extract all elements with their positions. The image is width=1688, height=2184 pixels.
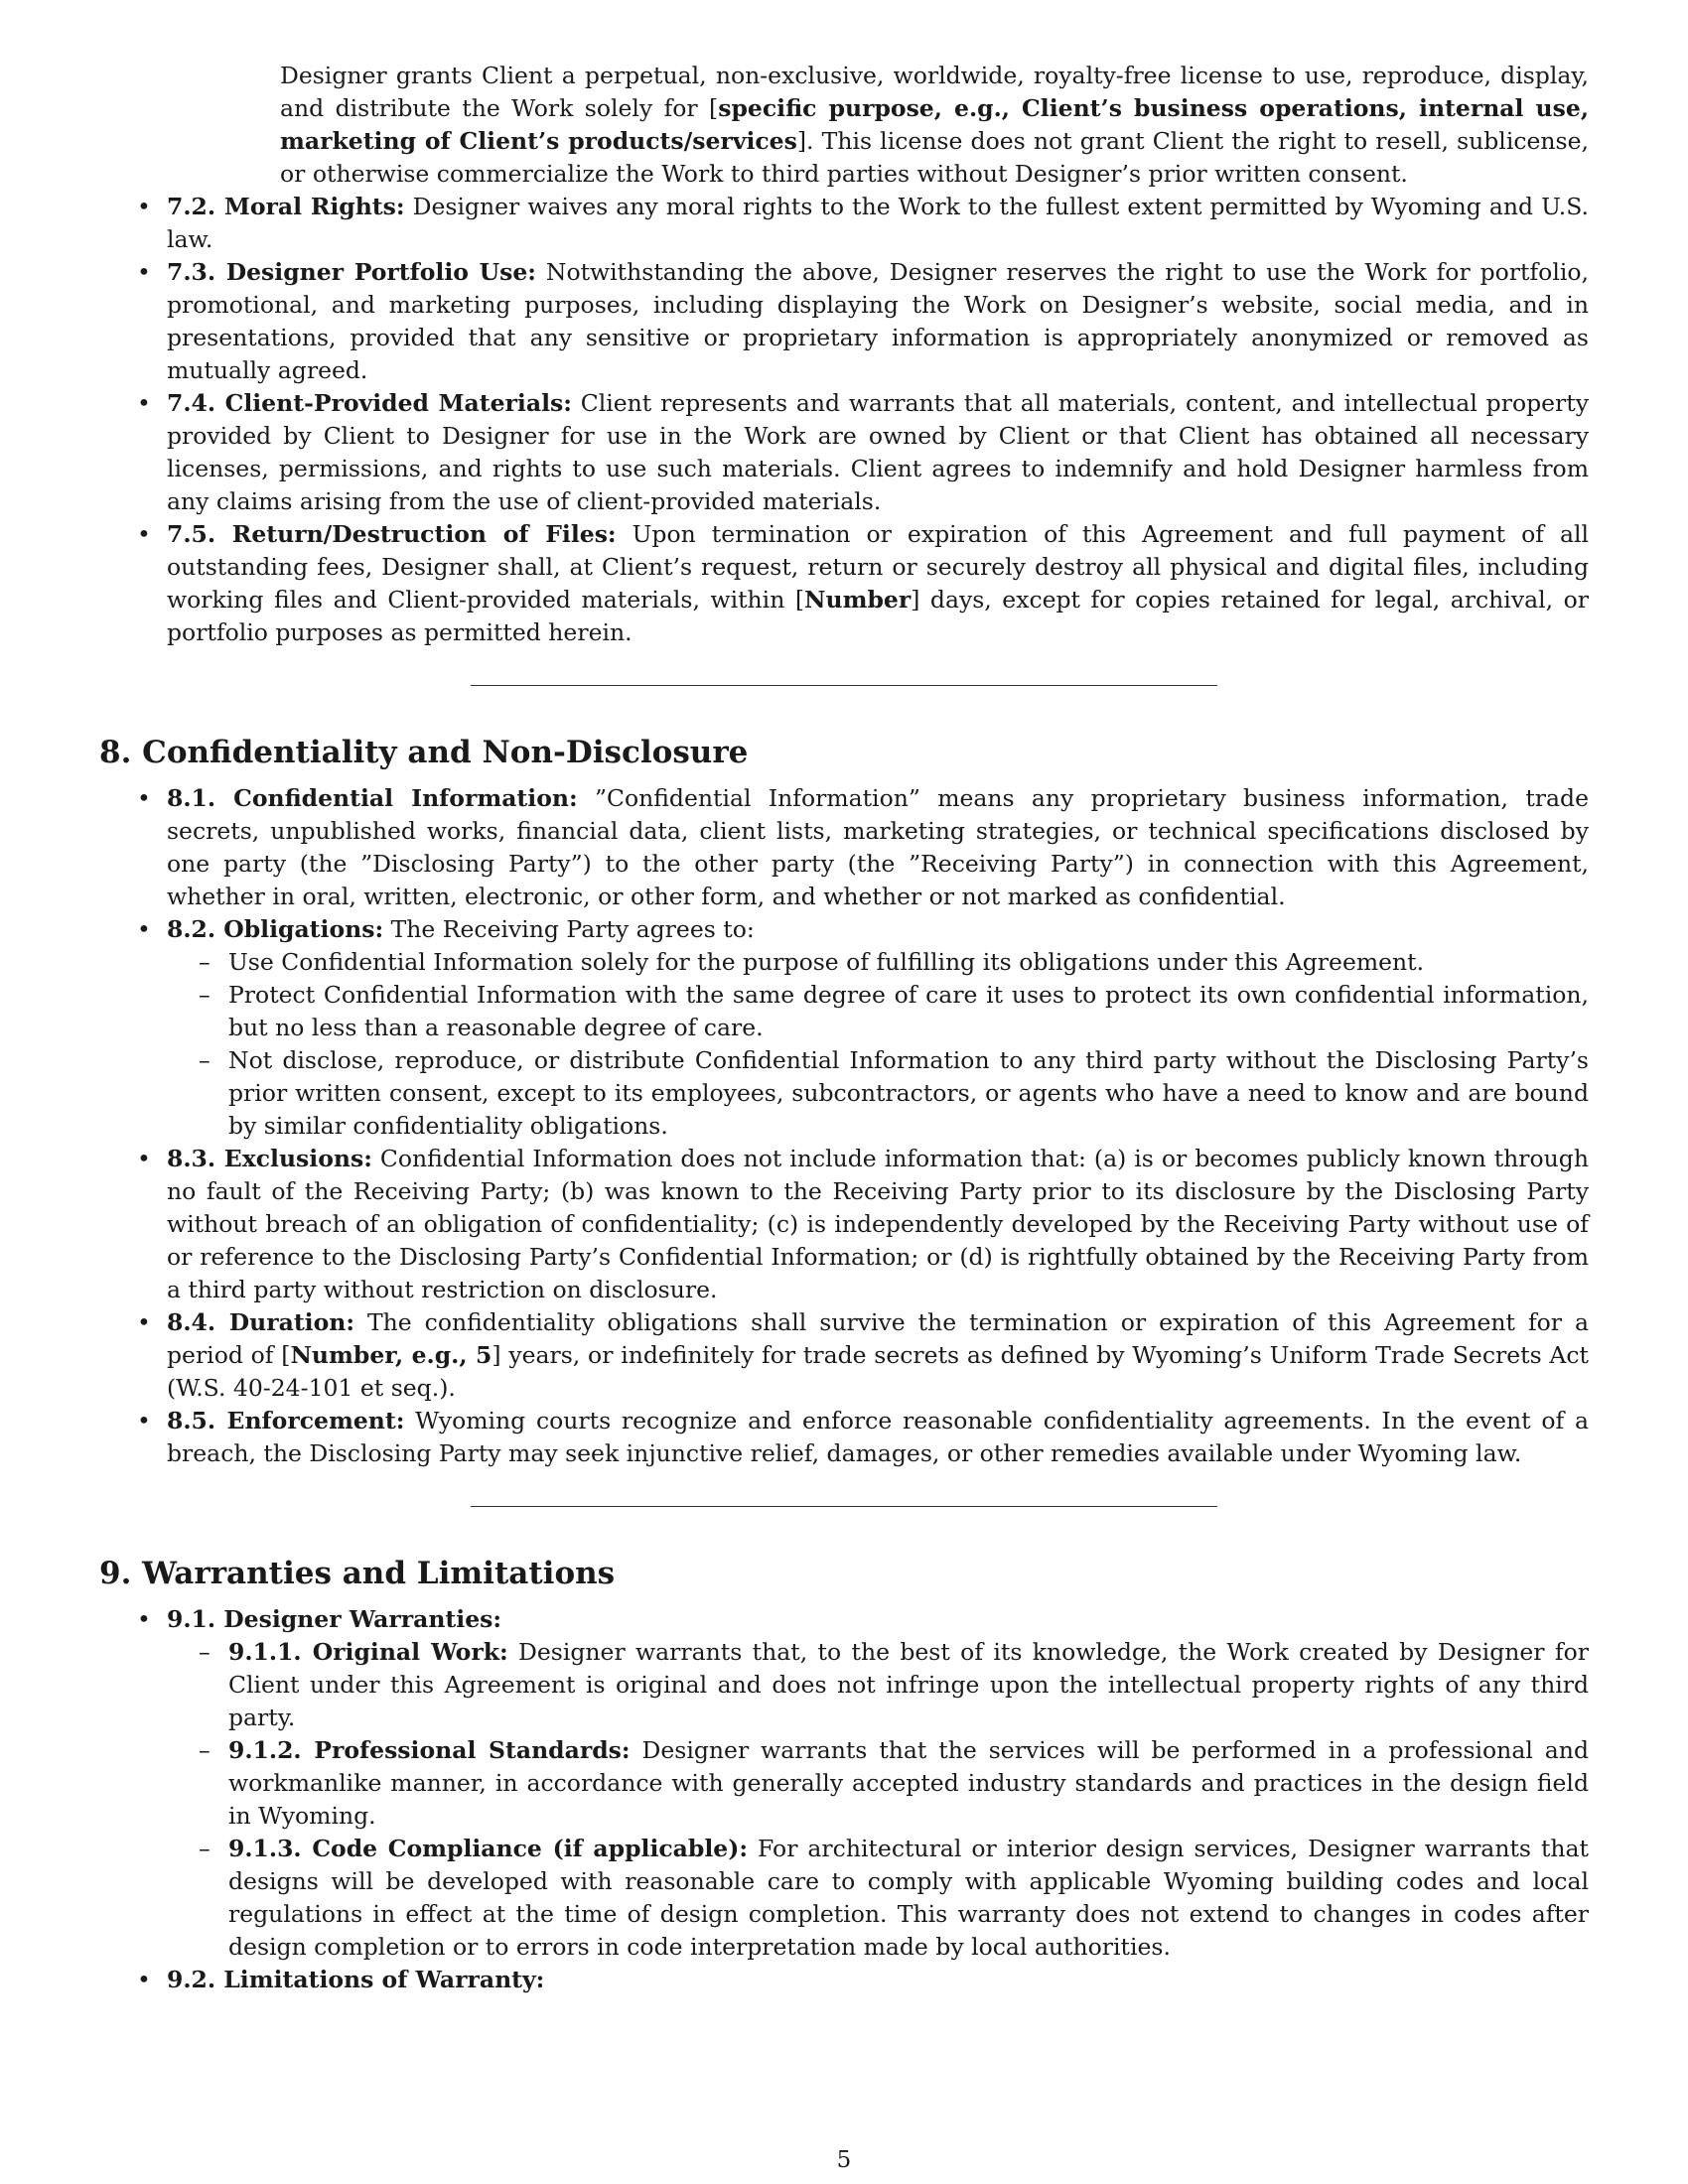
section-7-list xyxy=(99,191,1589,649)
item-number: 7.5. xyxy=(167,520,216,548)
warranties-sublist xyxy=(167,1636,1589,1964)
item-number: 8.5. xyxy=(167,1407,216,1434)
item-text: Designer warrants that the services will be performed in a professional and workmanlike manner, in accordance with generally accepted industry standards and practices in the design field in Wyoming. xyxy=(228,1736,1589,1830)
text-span: Designer grants Client a perpetual, non-exclusive, worldwide, royalty-free license to use, reproduce, display, and distribute the Work solely for [ xyxy=(280,62,1589,122)
text-span: ]. This license does not grant Client the right to resell, sublicense, or otherwise commercialize the Work to third parties without Designer’s prior written consent. xyxy=(280,127,1589,188)
item-title: Enforcement: xyxy=(226,1407,405,1434)
list-item-7-2 xyxy=(99,191,1589,256)
item-text: For architectural or interior design services, Designer warrants that designs will be developed with reasonable care to comply with applicable Wyoming building codes and local regulations in effect at the time of design completion. This warranty does not extend to changes in codes after design completion or to errors in code interpretation made by local authorities. xyxy=(228,1835,1589,1961)
item-title: Original Work: xyxy=(312,1638,508,1666)
item-number: 8.4. xyxy=(167,1308,216,1336)
list-item-9-1 xyxy=(99,1603,1589,1964)
section-divider xyxy=(471,685,1217,686)
section-8-list xyxy=(99,782,1589,1470)
item-title: Exclusions: xyxy=(223,1145,372,1172)
page-number: 5 xyxy=(836,2147,852,2173)
section-divider xyxy=(471,1506,1217,1507)
item-text: Notwithstanding the above, Designer reserves the right to use the Work for portfolio, promotional, and marketing purposes, including displaying the Work on Designer’s website, social media, and in presentations, provided that any sensitive or proprietary information is appropriately anonymized or removed as mutually agreed. xyxy=(167,258,1589,384)
list-item-8-5 xyxy=(99,1405,1589,1470)
item-title: Code Compliance (if applicable): xyxy=(312,1835,749,1862)
item-text: Wyoming courts recognize and enforce reasonable confidentiality agreements. In the event of a breach, the Disclosing Party may seek injunctive relief, damages, or other remedies available under Wyoming law. xyxy=(167,1407,1589,1467)
item-number: 8.3. xyxy=(167,1145,216,1172)
item-number: 7.3. xyxy=(167,258,216,286)
item-text: Designer warrants that, to the best of its knowledge, the Work created by Designer for Client under this Agreement is original and does not infringe upon the intellectual property rights of any third party. xyxy=(228,1638,1589,1731)
item-title: Client-Provided Materials: xyxy=(224,389,572,417)
item-title: Designer Portfolio Use: xyxy=(225,258,536,286)
bold-placeholder: Number, e.g., 5 xyxy=(290,1341,492,1369)
list-item-8-3 xyxy=(99,1143,1589,1306)
sublist-item-9-1-3 xyxy=(167,1833,1589,1964)
item-text: Upon termination or expiration of this Agreement and full payment of all outstanding fees, Designer shall, at Client’s request, return or securely destroy all physical and digital files, including working files and Client-provided materials, within [ xyxy=(167,520,1589,614)
item-title: Moral Rights: xyxy=(223,193,405,220)
item-title: Obligations: xyxy=(223,915,384,943)
bold-placeholder: specific purpose, e.g., Client’s business operations, internal use, marketing of Client’s products/services xyxy=(280,94,1590,155)
item-number: 9.1.2. xyxy=(228,1736,302,1764)
item-number: 9.1.1. xyxy=(228,1638,302,1666)
list-item-8-1 xyxy=(99,782,1589,913)
item-number: 8.2. xyxy=(167,915,216,943)
license-grant-continuation xyxy=(280,60,1589,191)
section-8-heading: 8. Confidentiality and Non-Disclosure xyxy=(99,735,749,770)
sublist-item: – Use Confidential Information solely for the purpose of fulfilling its obligations under this Agreement. xyxy=(167,946,1589,979)
item-number: 8.1. xyxy=(167,784,216,812)
sublist-item-9-1-1 xyxy=(167,1636,1589,1734)
item-number: 9.1. xyxy=(167,1605,216,1633)
list-item-9-2 xyxy=(99,1964,1589,1996)
item-title: Confidential Information: xyxy=(233,784,578,812)
item-text: Designer waives any moral rights to the Work to the fullest extent permitted by Wyoming and U.S. law. xyxy=(167,193,1589,253)
section-9-heading: 9. Warranties and Limitations xyxy=(99,1556,616,1591)
item-title: Duration: xyxy=(228,1308,355,1336)
page-content xyxy=(99,60,1589,1996)
item-number: 9.1.3. xyxy=(228,1835,302,1862)
list-item-7-3 xyxy=(99,256,1589,387)
item-text: ] days, except for copies retained for legal, archival, or portfolio purposes as permitted herein. xyxy=(167,586,1589,646)
section-9-list xyxy=(99,1603,1589,1996)
sublist-item-9-1-2 xyxy=(167,1734,1589,1833)
list-item-7-5 xyxy=(99,518,1589,649)
item-text: ”Confidential Information” means any proprietary business information, trade secrets, unpublished works, financial data, client lists, marketing strategies, or technical specifications disclosed by one party (the ”Disclosing Party”) to the other party (the ”Receiving Party”) in connection with this Agreement, whether in oral, written, electronic, or other form, and whether or not marked as confidential. xyxy=(167,784,1589,910)
item-title: Designer Warranties: xyxy=(223,1605,502,1633)
item-number: 7.2. xyxy=(167,193,216,220)
item-text: ] years, or indefinitely for trade secrets as defined by Wyoming’s Uniform Trade Secrets Act (W.S. 40-24-101 et seq.). xyxy=(167,1341,1589,1402)
sublist-item: – Not disclose, reproduce, or distribute Confidential Information to any third party without the Disclosing Party’s prior written consent, except to its employees, subcontractors, or agents who have a need to know and are bound by similar confidentiality obligations. xyxy=(167,1044,1589,1143)
item-number: 9.2. xyxy=(167,1966,216,1993)
item-text: Confidential Information does not include information that: (a) is or becomes publicly known through no fault of the Receiving Party; (b) was known to the Receiving Party prior to its disclosure by the Disclosing Party without breach of an obligation of confidentiality; (c) is independently developed by the Receiving Party without use of or reference to the Disclosing Party’s Confidential Information; or (d) is rightfully obtained by the Receiving Party from a third party without restriction on disclosure. xyxy=(167,1145,1589,1303)
item-text: The Receiving Party agrees to: xyxy=(390,915,755,943)
item-title: Limitations of Warranty: xyxy=(223,1966,545,1993)
list-item-8-4 xyxy=(99,1306,1589,1405)
item-number: 7.4. xyxy=(167,389,216,417)
obligations-sublist xyxy=(167,946,1589,1143)
item-title: Professional Standards: xyxy=(314,1736,631,1764)
sublist-item: – Protect Confidential Information with the same degree of care it uses to protect its own confidential information, but no less than a reasonable degree of care. xyxy=(167,979,1589,1044)
list-item-7-4 xyxy=(99,387,1589,518)
item-title: Return/Destruction of Files: xyxy=(231,520,617,548)
item-text: Client represents and warrants that all materials, content, and intellectual property provided by Client to Designer for use in the Work are owned by Client or that Client has obtained all necessary licenses, permissions, and rights to use such materials. Client agrees to indemnify and hold Designer harmless from any claims arising from the use of client-provided materials. xyxy=(167,389,1589,515)
bold-placeholder: Number xyxy=(804,586,912,614)
list-item-8-2 xyxy=(99,913,1589,1143)
item-text: The confidentiality obligations shall survive the termination or expiration of this Agreement for a period of [ xyxy=(167,1308,1589,1369)
